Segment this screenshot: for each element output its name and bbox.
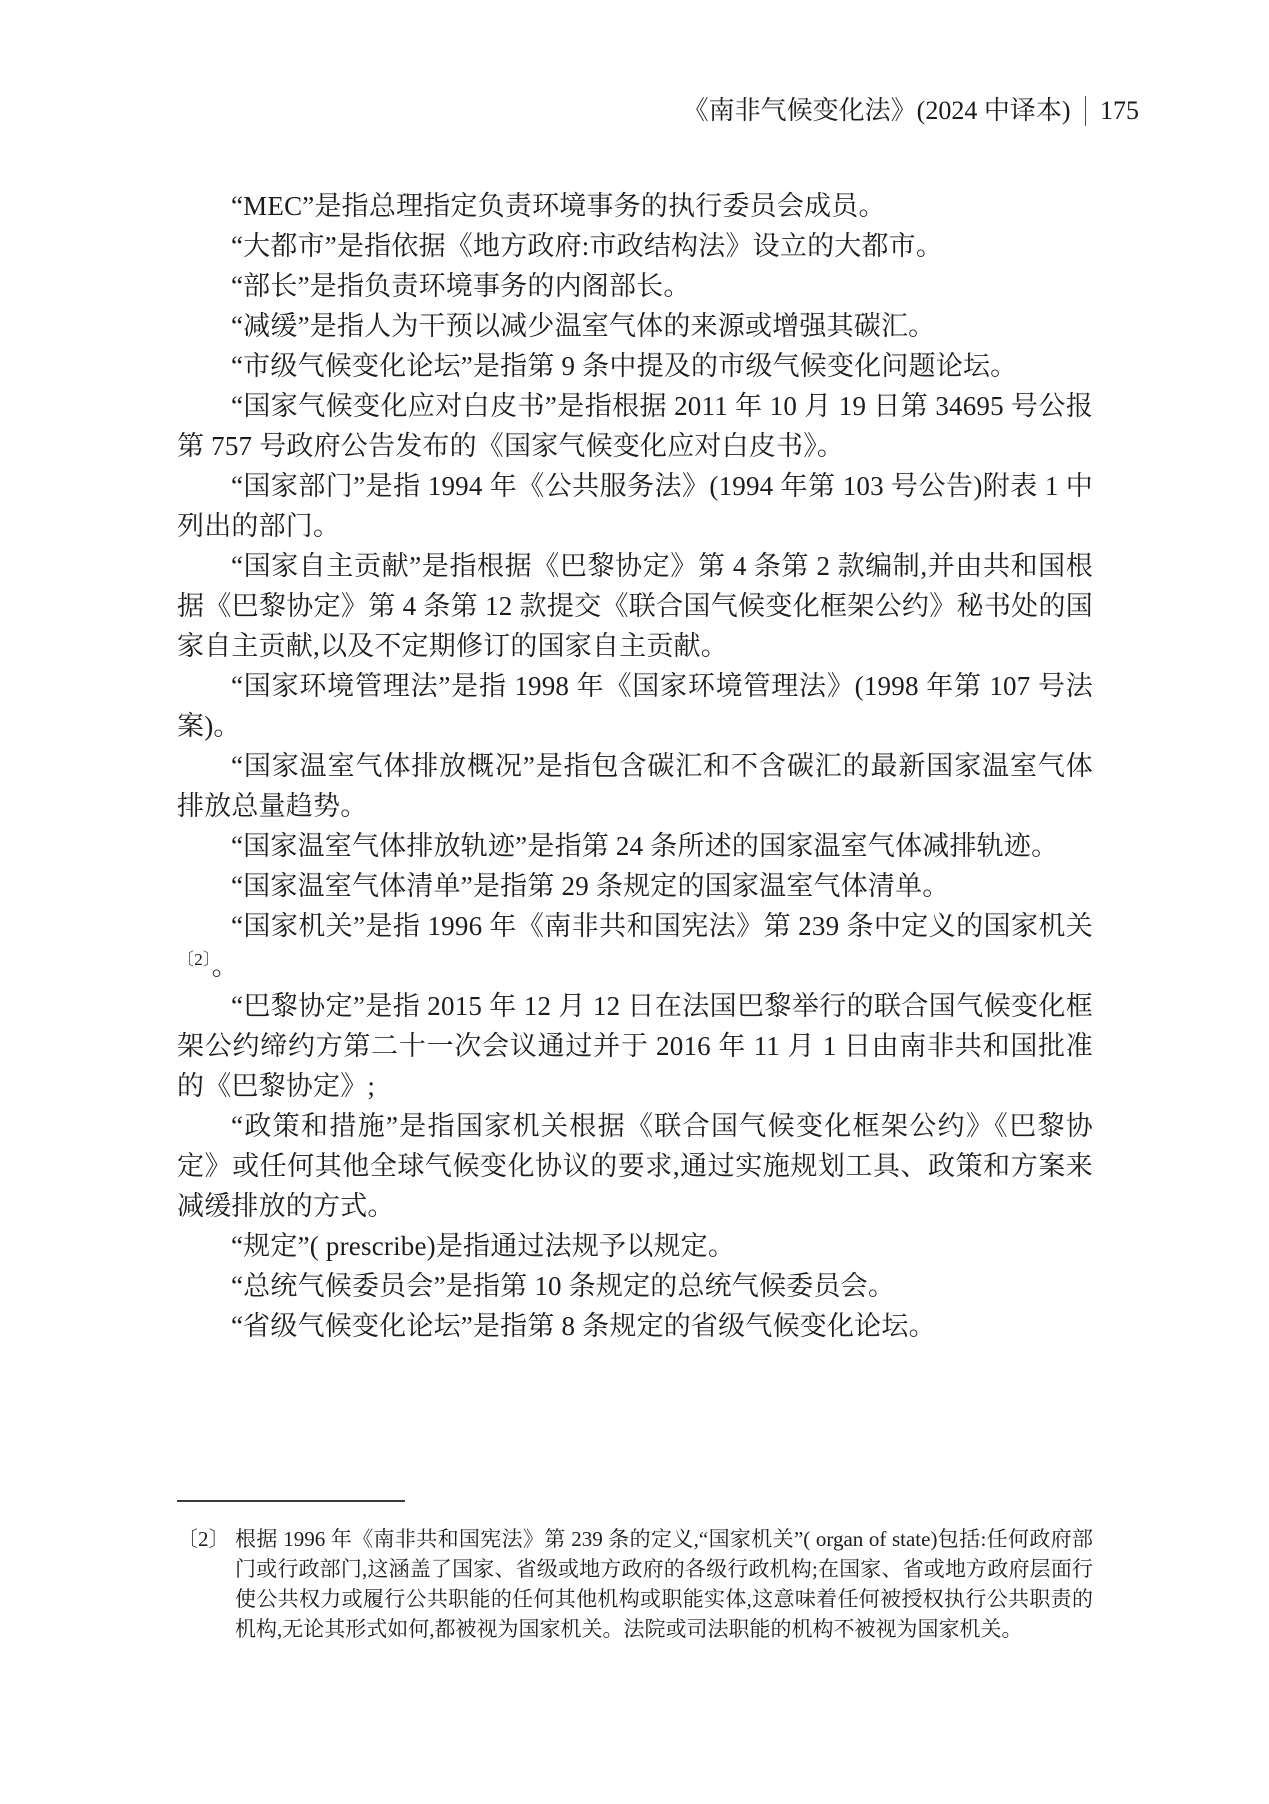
paragraph-text: “MEC”是指总理指定负责环境事务的执行委员会成员。	[231, 191, 886, 221]
running-title: 《南非气候变化法》(2024 中译本)	[682, 96, 1071, 125]
definition-paragraph	[177, 1306, 1093, 1346]
paragraph-text: “国家环境管理法”是指 1998 年《国家环境管理法》(1998 年第 107 号法案)。	[177, 671, 1093, 741]
definitions-body	[177, 186, 1093, 1346]
footnote	[177, 1524, 1093, 1644]
definition-paragraph	[177, 666, 1093, 746]
definition-paragraph	[177, 1226, 1093, 1266]
paragraph-text: “规定”( prescribe)是指通过法规予以规定。	[231, 1231, 736, 1261]
paragraph-text: “部长”是指负责环境事务的内阁部长。	[231, 271, 691, 301]
definition-paragraph	[177, 226, 1093, 266]
paragraph-text: “国家气候变化应对白皮书”是指根据 2011 年 10 月 19 日第 34695 号公报第 757 号政府公告发布的《国家气候变化应对白皮书》。	[177, 391, 1093, 461]
definition-paragraph	[177, 1106, 1093, 1226]
paragraph-text: “总统气候委员会”是指第 10 条规定的总统气候委员会。	[231, 1271, 896, 1301]
definition-paragraph	[177, 746, 1093, 826]
paragraph-text: “国家自主贡献”是指根据《巴黎协定》第 4 条第 2 款编制,并由共和国根据《巴黎协定》第 4 条第 12 款提交《联合国气候变化框架公约》秘书处的国家自主贡献,以及不定期修订的国家自主贡献。	[177, 551, 1093, 661]
paragraph-text: “国家温室气体清单”是指第 29 条规定的国家温室气体清单。	[231, 871, 950, 901]
paragraph-text: “国家部门”是指 1994 年《公共服务法》(1994 年第 103 号公告)附表 1 中列出的部门。	[177, 471, 1093, 541]
paragraph-text: “巴黎协定”是指 2015 年 12 月 12 日在法国巴黎举行的联合国气候变化框架公约缔约方第二十一次会议通过并于 2016 年 11 月 1 日由南非共和国批准的《巴黎协定》;	[177, 991, 1093, 1101]
paragraph-text: “大都市”是指依据《地方政府:市政结构法》设立的大都市。	[231, 231, 944, 261]
definition-paragraph	[177, 346, 1093, 386]
header-divider	[1085, 96, 1087, 126]
footnote-marker: 〔2〕	[177, 1527, 230, 1551]
footnote-text: 根据 1996 年《南非共和国宪法》第 239 条的定义,“国家机关”( organ of state)包括:任何政府部门或行政部门,这涵盖了国家、省级或地方政府的各级行政机构;在国家、省或地方政府层面行使公共权力或履行公共职能的任何其他机构或职能实体,这意味着任何被授权执行公共职责的机构,无论其形式如何,都被视为国家机关。法院或司法职能的机构不被视为国家机关。	[235, 1527, 1093, 1641]
definition-paragraph	[177, 1266, 1093, 1306]
definition-paragraph	[177, 386, 1093, 466]
paragraph-text: “市级气候变化论坛”是指第 9 条中提及的市级气候变化问题论坛。	[231, 351, 1018, 381]
definition-paragraph	[177, 546, 1093, 666]
definition-paragraph	[177, 866, 1093, 906]
paragraph-text: 。	[211, 951, 239, 981]
footnote-reference: 〔2〕	[177, 950, 212, 969]
definition-paragraph	[177, 986, 1093, 1106]
definition-paragraph	[177, 826, 1093, 866]
paragraph-text: “减缓”是指人为干预以减少温室气体的来源或增强其碳汇。	[231, 311, 936, 341]
paragraph-text: “国家机关”是指 1996 年《南非共和国宪法》第 239 条中定义的国家机关	[231, 911, 1093, 941]
paragraph-text: “国家温室气体排放轨迹”是指第 24 条所述的国家温室气体减排轨迹。	[231, 831, 1059, 861]
definition-paragraph	[177, 906, 1093, 986]
footnote-separator	[177, 1500, 405, 1502]
definition-paragraph	[177, 466, 1093, 546]
paragraph-text: “国家温室气体排放概况”是指包含碳汇和不含碳汇的最新国家温室气体排放总量趋势。	[177, 751, 1093, 821]
definition-paragraph	[177, 266, 1093, 306]
definition-paragraph	[177, 186, 1093, 226]
definition-paragraph	[177, 306, 1093, 346]
page-header	[683, 94, 1139, 128]
paragraph-text: “政策和措施”是指国家机关根据《联合国气候变化框架公约》《巴黎协定》或任何其他全球气候变化协议的要求,通过实施规划工具、政策和方案来减缓排放的方式。	[177, 1111, 1093, 1221]
page-number: 175	[1100, 96, 1139, 125]
paragraph-text: “省级气候变化论坛”是指第 8 条规定的省级气候变化论坛。	[231, 1311, 936, 1341]
